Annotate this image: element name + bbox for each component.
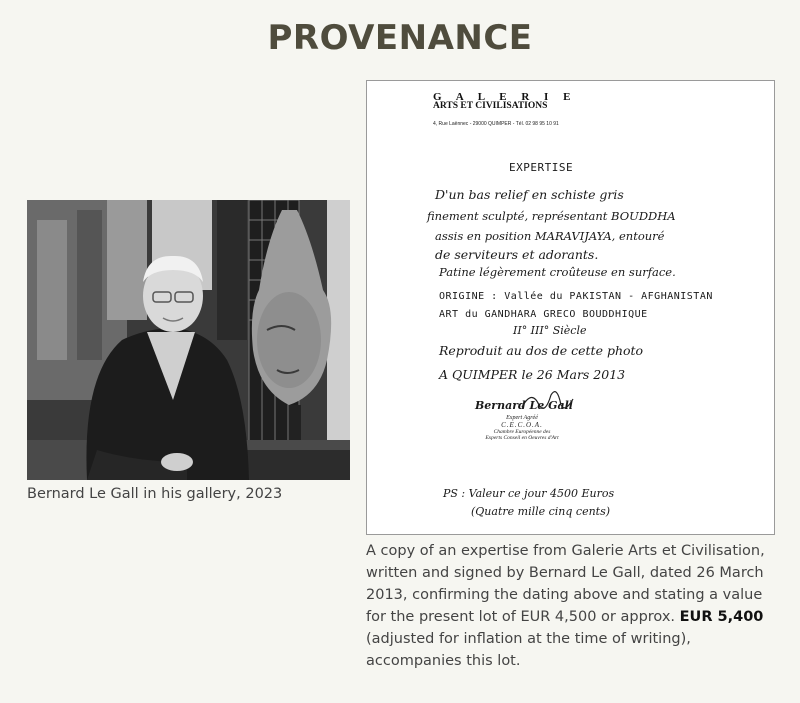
caption-value: EUR 5,400: [679, 609, 764, 625]
doc-line: finement sculpté, représentant BOUDDHA: [427, 209, 676, 223]
doc-line: II° III° Siècle: [513, 324, 587, 337]
letterhead-address: 4, Rue Laënnec - 29000 QUIMPER - Tél. 02 98 95 10 91: [433, 121, 559, 127]
gallery-photo: [27, 200, 350, 480]
signature: Bernard Le Gall: [475, 399, 573, 412]
ps-line: (Quatre mille cinq cents): [471, 505, 611, 518]
doc-line: assis en position MARAVIJAYA, entouré: [435, 229, 665, 243]
caption-text: A copy of an expertise from Galerie Arts et Civilisation, written and signed by Bernard Le Gall, dated 26 March 2013, confirming the dating above and stating a value for the present lot of EUR 4,500 or approx.: [366, 543, 765, 625]
photo-caption: Bernard Le Gall in his gallery, 2023: [27, 486, 283, 502]
letterhead-name: G A L E R I E: [433, 91, 577, 103]
doc-line: ART du GANDHARA GRECO BOUDDHIQUE: [439, 309, 648, 320]
doc-line: de serviteurs et adorants.: [435, 247, 599, 262]
caption-text-end: (adjusted for inflation at the time of writing), accompanies this lot.: [366, 631, 691, 669]
doc-line: Patine légèrement croûteuse en surface.: [439, 265, 676, 279]
document-title: EXPERTISE: [509, 161, 574, 174]
doc-line: D'un bas relief en schiste gris: [435, 187, 624, 202]
doc-line: ORIGINE : Vallée du PAKISTAN - AFGHANISTAN: [439, 291, 713, 302]
page-heading: PROVENANCE: [267, 18, 533, 58]
expertise-document: [366, 80, 775, 535]
expert-stamp: Expert Agréé C.E.C.O.A. Chambre Européenne des Experts Conseil en Oeuvres d'Art: [485, 415, 559, 441]
document-caption: [366, 540, 776, 672]
doc-line: A QUIMPER le 26 Mars 2013: [439, 367, 626, 382]
doc-line: Reproduit au dos de cette photo: [439, 343, 644, 358]
ps-line: PS : Valeur ce jour 4500 Euros: [443, 487, 615, 500]
letterhead-subtitle: ARTS ET CIVILISATIONS: [433, 101, 548, 111]
